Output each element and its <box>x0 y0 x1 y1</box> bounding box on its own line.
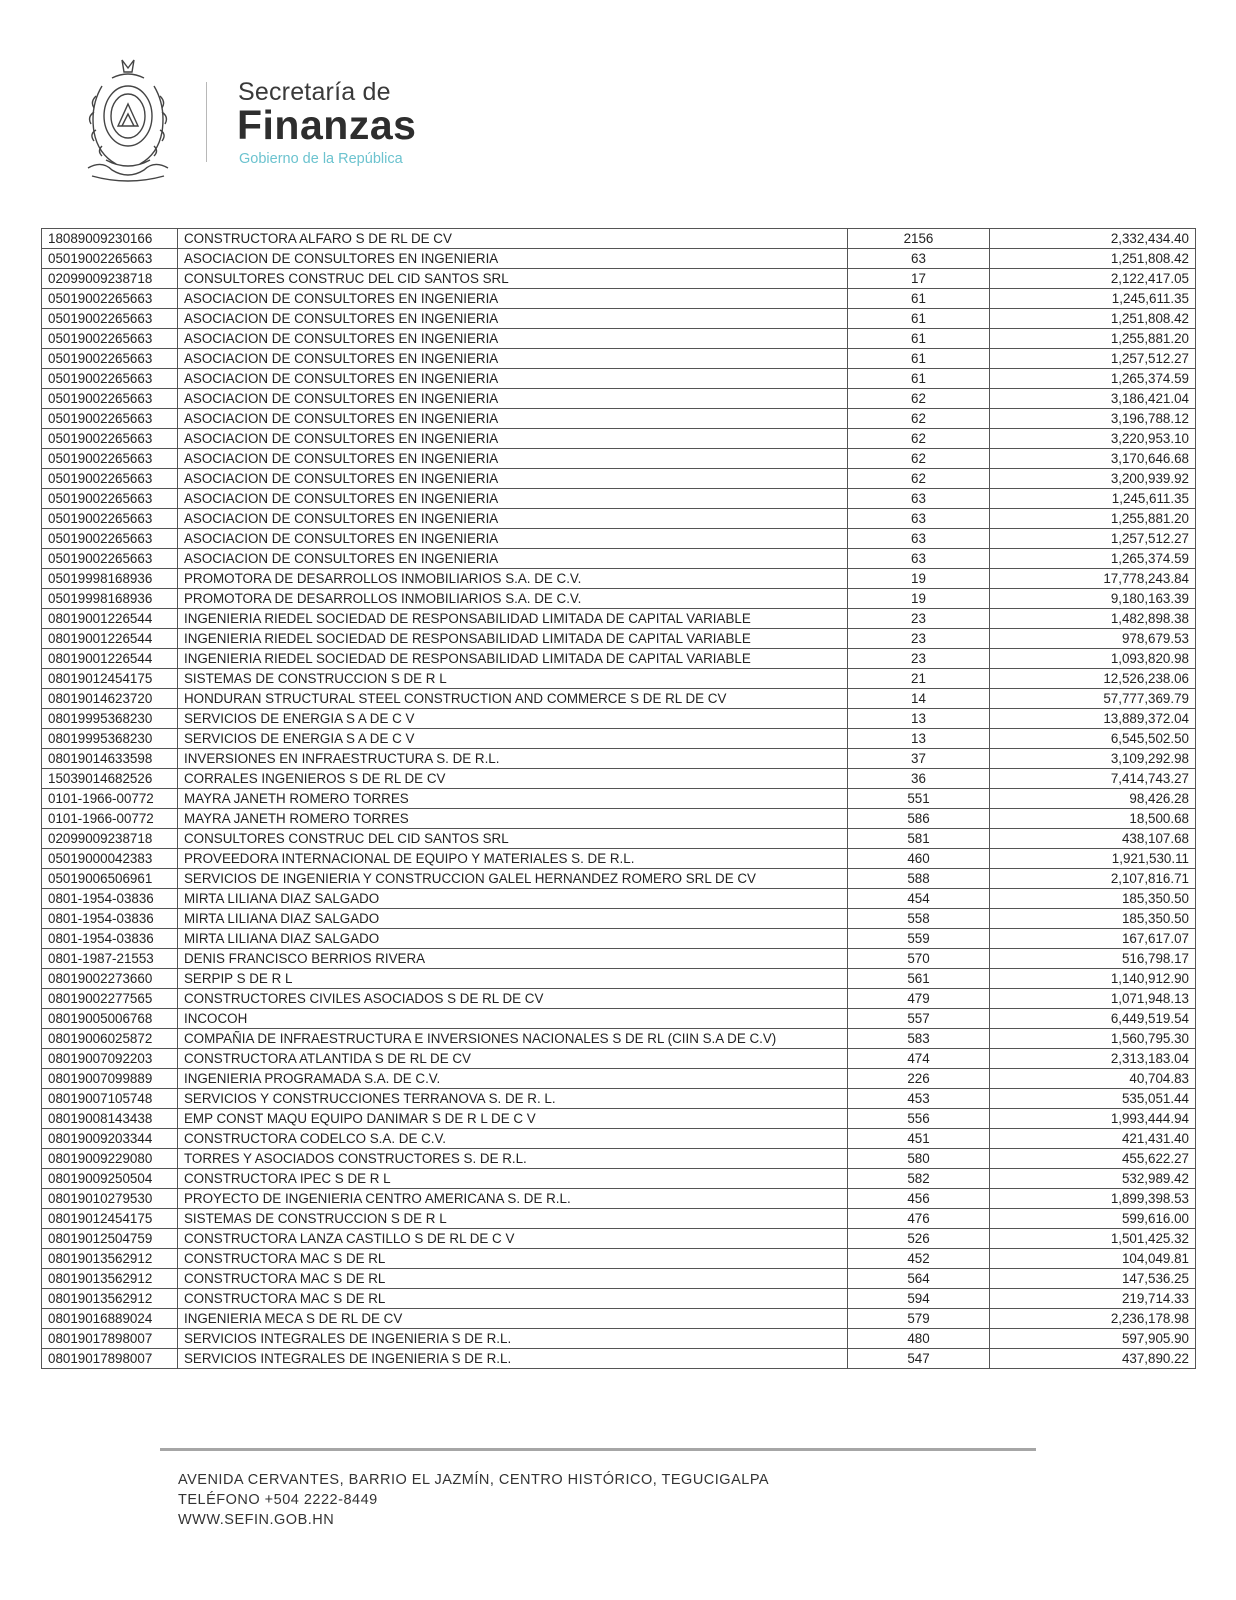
contract-number-cell: 581 <box>848 829 990 849</box>
contract-number-cell: 580 <box>848 1149 990 1169</box>
contract-number-cell: 579 <box>848 1309 990 1329</box>
contract-number-cell: 451 <box>848 1129 990 1149</box>
rtn-cell: 08019010279530 <box>42 1189 178 1209</box>
company-name-cell: TORRES Y ASOCIADOS CONSTRUCTORES S. DE R.L. <box>178 1149 848 1169</box>
table-row <box>42 649 1196 669</box>
amount-cell: 1,255,881.20 <box>990 509 1196 529</box>
amount-cell: 1,482,898.38 <box>990 609 1196 629</box>
amount-cell: 98,426.28 <box>990 789 1196 809</box>
contract-number-cell: 13 <box>848 729 990 749</box>
amount-cell: 1,501,425.32 <box>990 1229 1196 1249</box>
amount-cell: 1,993,444.94 <box>990 1109 1196 1129</box>
rtn-cell: 05019002265663 <box>42 309 178 329</box>
rtn-cell: 08019013562912 <box>42 1289 178 1309</box>
table-row <box>42 689 1196 709</box>
company-name-cell: INGENIERIA RIEDEL SOCIEDAD DE RESPONSABILIDAD LIMITADA DE CAPITAL VARIABLE <box>178 629 848 649</box>
company-name-cell: CONSTRUCTORA LANZA CASTILLO S DE RL DE C V <box>178 1229 848 1249</box>
table-row <box>42 809 1196 829</box>
company-name-cell: CONSTRUCTORA IPEC S DE R L <box>178 1169 848 1189</box>
footer-divider <box>160 1448 1036 1451</box>
rtn-cell: 05019000042383 <box>42 849 178 869</box>
amount-cell: 6,545,502.50 <box>990 729 1196 749</box>
company-name-cell: PROMOTORA DE DESARROLLOS INMOBILIARIOS S.A. DE C.V. <box>178 589 848 609</box>
rtn-cell: 02099009238718 <box>42 269 178 289</box>
amount-cell: 421,431.40 <box>990 1129 1196 1149</box>
table-row <box>42 589 1196 609</box>
table-row <box>42 249 1196 269</box>
amount-cell: 9,180,163.39 <box>990 589 1196 609</box>
table-row <box>42 669 1196 689</box>
company-name-cell: INGENIERIA PROGRAMADA S.A. DE C.V. <box>178 1069 848 1089</box>
rtn-cell: 08019017898007 <box>42 1349 178 1369</box>
rtn-cell: 05019002265663 <box>42 549 178 569</box>
table-row <box>42 1149 1196 1169</box>
company-name-cell: ASOCIACION DE CONSULTORES EN INGENIERIA <box>178 549 848 569</box>
contract-number-cell: 62 <box>848 409 990 429</box>
table-row <box>42 629 1196 649</box>
company-name-cell: MAYRA JANETH ROMERO TORRES <box>178 809 848 829</box>
company-name-cell: SERVICIOS DE ENERGIA S A DE C V <box>178 709 848 729</box>
amount-cell: 219,714.33 <box>990 1289 1196 1309</box>
company-name-cell: HONDURAN STRUCTURAL STEEL CONSTRUCTION AND COMMERCE S DE RL DE CV <box>178 689 848 709</box>
amount-cell: 3,186,421.04 <box>990 389 1196 409</box>
amount-cell: 3,170,646.68 <box>990 449 1196 469</box>
amount-cell: 17,778,243.84 <box>990 569 1196 589</box>
amount-cell: 535,051.44 <box>990 1089 1196 1109</box>
contract-number-cell: 582 <box>848 1169 990 1189</box>
company-name-cell: MAYRA JANETH ROMERO TORRES <box>178 789 848 809</box>
rtn-cell: 08019012454175 <box>42 1209 178 1229</box>
amount-cell: 1,251,808.42 <box>990 309 1196 329</box>
contract-number-cell: 588 <box>848 869 990 889</box>
contract-number-cell: 556 <box>848 1109 990 1129</box>
contract-number-cell: 2156 <box>848 229 990 249</box>
amount-cell: 12,526,238.06 <box>990 669 1196 689</box>
company-name-cell: SERVICIOS Y CONSTRUCCIONES TERRANOVA S. DE R. L. <box>178 1089 848 1109</box>
company-name-cell: MIRTA LILIANA DIAZ SALGADO <box>178 889 848 909</box>
company-name-cell: SERVICIOS DE INGENIERIA Y CONSTRUCCION GALEL HERNANDEZ ROMERO SRL DE CV <box>178 869 848 889</box>
rtn-cell: 02099009238718 <box>42 829 178 849</box>
table-row <box>42 869 1196 889</box>
rtn-cell: 0801-1954-03836 <box>42 929 178 949</box>
company-name-cell: INGENIERIA RIEDEL SOCIEDAD DE RESPONSABILIDAD LIMITADA DE CAPITAL VARIABLE <box>178 649 848 669</box>
amount-cell: 1,071,948.13 <box>990 989 1196 1009</box>
table-row <box>42 709 1196 729</box>
contracts-table-body <box>42 229 1196 1369</box>
table-row <box>42 929 1196 949</box>
company-name-cell: ASOCIACION DE CONSULTORES EN INGENIERIA <box>178 389 848 409</box>
table-row <box>42 969 1196 989</box>
table-row <box>42 789 1196 809</box>
contract-number-cell: 63 <box>848 529 990 549</box>
rtn-cell: 08019014623720 <box>42 689 178 709</box>
rtn-cell: 08019008143438 <box>42 1109 178 1129</box>
company-name-cell: ASOCIACION DE CONSULTORES EN INGENIERIA <box>178 369 848 389</box>
contract-number-cell: 479 <box>848 989 990 1009</box>
contract-number-cell: 558 <box>848 909 990 929</box>
company-name-cell: CONSTRUCTORA MAC S DE RL <box>178 1249 848 1269</box>
amount-cell: 3,196,788.12 <box>990 409 1196 429</box>
amount-cell: 1,265,374.59 <box>990 369 1196 389</box>
company-name-cell: PROMOTORA DE DESARROLLOS INMOBILIARIOS S.A. DE C.V. <box>178 569 848 589</box>
contract-number-cell: 62 <box>848 389 990 409</box>
amount-cell: 3,220,953.10 <box>990 429 1196 449</box>
amount-cell: 18,500.68 <box>990 809 1196 829</box>
table-row <box>42 1089 1196 1109</box>
rtn-cell: 0101-1966-00772 <box>42 809 178 829</box>
amount-cell: 147,536.25 <box>990 1269 1196 1289</box>
amount-cell: 2,313,183.04 <box>990 1049 1196 1069</box>
rtn-cell: 05019998168936 <box>42 569 178 589</box>
company-name-cell: EMP CONST MAQU EQUIPO DANIMAR S DE R L DE C V <box>178 1109 848 1129</box>
company-name-cell: ASOCIACION DE CONSULTORES EN INGENIERIA <box>178 429 848 449</box>
company-name-cell: PROYECTO DE INGENIERIA CENTRO AMERICANA S. DE R.L. <box>178 1189 848 1209</box>
contract-number-cell: 37 <box>848 749 990 769</box>
table-row <box>42 1029 1196 1049</box>
amount-cell: 1,257,512.27 <box>990 349 1196 369</box>
company-name-cell: COMPAÑIA DE INFRAESTRUCTURA E INVERSIONES NACIONALES S DE RL (CIIN S.A DE C.V) <box>178 1029 848 1049</box>
amount-cell: 599,616.00 <box>990 1209 1196 1229</box>
amount-cell: 438,107.68 <box>990 829 1196 849</box>
rtn-cell: 08019013562912 <box>42 1269 178 1289</box>
amount-cell: 185,350.50 <box>990 909 1196 929</box>
table-row <box>42 829 1196 849</box>
table-row <box>42 549 1196 569</box>
rtn-cell: 08019005006768 <box>42 1009 178 1029</box>
amount-cell: 1,265,374.59 <box>990 549 1196 569</box>
rtn-cell: 08019007092203 <box>42 1049 178 1069</box>
contract-number-cell: 454 <box>848 889 990 909</box>
contract-number-cell: 583 <box>848 1029 990 1049</box>
contract-number-cell: 63 <box>848 509 990 529</box>
contract-number-cell: 61 <box>848 329 990 349</box>
contract-number-cell: 559 <box>848 929 990 949</box>
amount-cell: 1,921,530.11 <box>990 849 1196 869</box>
table-row <box>42 1229 1196 1249</box>
table-row <box>42 1269 1196 1289</box>
rtn-cell: 08019007099889 <box>42 1069 178 1089</box>
rtn-cell: 0801-1954-03836 <box>42 889 178 909</box>
table-row <box>42 909 1196 929</box>
company-name-cell: SISTEMAS DE CONSTRUCCION S DE R L <box>178 1209 848 1229</box>
company-name-cell: CONSULTORES CONSTRUC DEL CID SANTOS SRL <box>178 829 848 849</box>
rtn-cell: 08019009203344 <box>42 1129 178 1149</box>
company-name-cell: SERVICIOS INTEGRALES DE INGENIERIA S DE R.L. <box>178 1329 848 1349</box>
rtn-cell: 08019016889024 <box>42 1309 178 1329</box>
table-row <box>42 1329 1196 1349</box>
amount-cell: 167,617.07 <box>990 929 1196 949</box>
amount-cell: 40,704.83 <box>990 1069 1196 1089</box>
contract-number-cell: 14 <box>848 689 990 709</box>
table-row <box>42 1169 1196 1189</box>
contract-number-cell: 480 <box>848 1329 990 1349</box>
company-name-cell: ASOCIACION DE CONSULTORES EN INGENIERIA <box>178 409 848 429</box>
rtn-cell: 08019002277565 <box>42 989 178 1009</box>
company-name-cell: ASOCIACION DE CONSULTORES EN INGENIERIA <box>178 489 848 509</box>
rtn-cell: 05019002265663 <box>42 349 178 369</box>
contract-number-cell: 19 <box>848 569 990 589</box>
amount-cell: 455,622.27 <box>990 1149 1196 1169</box>
amount-cell: 1,899,398.53 <box>990 1189 1196 1209</box>
amount-cell: 597,905.90 <box>990 1329 1196 1349</box>
company-name-cell: CONSTRUCTORA ALFARO S DE RL DE CV <box>178 229 848 249</box>
table-row <box>42 429 1196 449</box>
rtn-cell: 05019002265663 <box>42 389 178 409</box>
rtn-cell: 08019017898007 <box>42 1329 178 1349</box>
amount-cell: 516,798.17 <box>990 949 1196 969</box>
table-row <box>42 609 1196 629</box>
contract-number-cell: 62 <box>848 449 990 469</box>
rtn-cell: 05019002265663 <box>42 289 178 309</box>
brand-line-top: Secretaría de <box>238 78 391 106</box>
rtn-cell: 05019002265663 <box>42 449 178 469</box>
table-row <box>42 1209 1196 1229</box>
contract-number-cell: 62 <box>848 429 990 449</box>
rtn-cell: 0801-1987-21553 <box>42 949 178 969</box>
rtn-cell: 05019002265663 <box>42 469 178 489</box>
table-row <box>42 1109 1196 1129</box>
contract-number-cell: 526 <box>848 1229 990 1249</box>
table-row <box>42 1129 1196 1149</box>
rtn-cell: 08019013562912 <box>42 1249 178 1269</box>
brand-title: Finanzas <box>237 102 417 148</box>
rtn-cell: 08019009250504 <box>42 1169 178 1189</box>
rtn-cell: 05019002265663 <box>42 249 178 269</box>
company-name-cell: PROVEEDORA INTERNACIONAL DE EQUIPO Y MATERIALES S. DE R.L. <box>178 849 848 869</box>
contract-number-cell: 36 <box>848 769 990 789</box>
amount-cell: 6,449,519.54 <box>990 1009 1196 1029</box>
company-name-cell: INCOCOH <box>178 1009 848 1029</box>
amount-cell: 437,890.22 <box>990 1349 1196 1369</box>
table-row <box>42 1189 1196 1209</box>
amount-cell: 7,414,743.27 <box>990 769 1196 789</box>
company-name-cell: MIRTA LILIANA DIAZ SALGADO <box>178 909 848 929</box>
company-name-cell: INGENIERIA RIEDEL SOCIEDAD DE RESPONSABILIDAD LIMITADA DE CAPITAL VARIABLE <box>178 609 848 629</box>
rtn-cell: 08019009229080 <box>42 1149 178 1169</box>
contract-number-cell: 23 <box>848 629 990 649</box>
amount-cell: 3,109,292.98 <box>990 749 1196 769</box>
company-name-cell: ASOCIACION DE CONSULTORES EN INGENIERIA <box>178 449 848 469</box>
contract-number-cell: 226 <box>848 1069 990 1089</box>
amount-cell: 1,251,808.42 <box>990 249 1196 269</box>
amount-cell: 1,245,611.35 <box>990 289 1196 309</box>
company-name-cell: CONSTRUCTORA CODELCO S.A. DE C.V. <box>178 1129 848 1149</box>
table-row <box>42 569 1196 589</box>
table-row <box>42 1349 1196 1369</box>
rtn-cell: 08019014633598 <box>42 749 178 769</box>
table-row <box>42 369 1196 389</box>
contract-number-cell: 586 <box>848 809 990 829</box>
contract-number-cell: 62 <box>848 469 990 489</box>
contract-number-cell: 570 <box>848 949 990 969</box>
rtn-cell: 05019006506961 <box>42 869 178 889</box>
contract-number-cell: 63 <box>848 489 990 509</box>
contract-number-cell: 456 <box>848 1189 990 1209</box>
company-name-cell: SISTEMAS DE CONSTRUCCION S DE R L <box>178 669 848 689</box>
table-row <box>42 409 1196 429</box>
rtn-cell: 05019998168936 <box>42 589 178 609</box>
rtn-cell: 08019995368230 <box>42 709 178 729</box>
rtn-cell: 05019002265663 <box>42 369 178 389</box>
company-name-cell: ASOCIACION DE CONSULTORES EN INGENIERIA <box>178 309 848 329</box>
table-row <box>42 729 1196 749</box>
company-name-cell: ASOCIACION DE CONSULTORES EN INGENIERIA <box>178 529 848 549</box>
contract-number-cell: 476 <box>848 1209 990 1229</box>
amount-cell: 1,093,820.98 <box>990 649 1196 669</box>
table-row <box>42 449 1196 469</box>
rtn-cell: 08019995368230 <box>42 729 178 749</box>
rtn-cell: 0801-1954-03836 <box>42 909 178 929</box>
table-row <box>42 1309 1196 1329</box>
amount-cell: 532,989.42 <box>990 1169 1196 1189</box>
amount-cell: 104,049.81 <box>990 1249 1196 1269</box>
table-row <box>42 489 1196 509</box>
company-name-cell: DENIS FRANCISCO BERRIOS RIVERA <box>178 949 848 969</box>
rtn-cell: 0101-1966-00772 <box>42 789 178 809</box>
company-name-cell: SERPIP S DE R L <box>178 969 848 989</box>
contract-number-cell: 453 <box>848 1089 990 1109</box>
table-row <box>42 269 1196 289</box>
amount-cell: 1,257,512.27 <box>990 529 1196 549</box>
table-row <box>42 749 1196 769</box>
contract-number-cell: 61 <box>848 349 990 369</box>
rtn-cell: 05019002265663 <box>42 489 178 509</box>
contract-number-cell: 460 <box>848 849 990 869</box>
contract-number-cell: 474 <box>848 1049 990 1069</box>
company-name-cell: CONSTRUCTORES CIVILES ASOCIADOS S DE RL DE CV <box>178 989 848 1009</box>
amount-cell: 185,350.50 <box>990 889 1196 909</box>
table-row <box>42 949 1196 969</box>
company-name-cell: ASOCIACION DE CONSULTORES EN INGENIERIA <box>178 289 848 309</box>
company-name-cell: ASOCIACION DE CONSULTORES EN INGENIERIA <box>178 349 848 369</box>
rtn-cell: 18089009230166 <box>42 229 178 249</box>
rtn-cell: 05019002265663 <box>42 429 178 449</box>
rtn-cell: 08019012454175 <box>42 669 178 689</box>
company-name-cell: CONSTRUCTORA MAC S DE RL <box>178 1269 848 1289</box>
table-row <box>42 349 1196 369</box>
table-row <box>42 889 1196 909</box>
table-row <box>42 769 1196 789</box>
company-name-cell: ASOCIACION DE CONSULTORES EN INGENIERIA <box>178 249 848 269</box>
contract-number-cell: 564 <box>848 1269 990 1289</box>
contract-number-cell: 17 <box>848 269 990 289</box>
contract-number-cell: 19 <box>848 589 990 609</box>
table-row <box>42 1069 1196 1089</box>
table-row <box>42 1009 1196 1029</box>
company-name-cell: CONSULTORES CONSTRUC DEL CID SANTOS SRL <box>178 269 848 289</box>
table-row <box>42 469 1196 489</box>
table-row <box>42 529 1196 549</box>
contract-number-cell: 557 <box>848 1009 990 1029</box>
contract-number-cell: 23 <box>848 609 990 629</box>
table-row <box>42 309 1196 329</box>
table-row <box>42 849 1196 869</box>
amount-cell: 2,122,417.05 <box>990 269 1196 289</box>
company-name-cell: INGENIERIA MECA S DE RL DE CV <box>178 1309 848 1329</box>
rtn-cell: 08019002273660 <box>42 969 178 989</box>
contract-number-cell: 547 <box>848 1349 990 1369</box>
company-name-cell: MIRTA LILIANA DIAZ SALGADO <box>178 929 848 949</box>
rtn-cell: 08019007105748 <box>42 1089 178 1109</box>
rtn-cell: 05019002265663 <box>42 329 178 349</box>
amount-cell: 3,200,939.92 <box>990 469 1196 489</box>
table-row <box>42 509 1196 529</box>
letterhead <box>82 56 482 186</box>
table-row <box>42 1249 1196 1269</box>
company-name-cell: CONSTRUCTORA ATLANTIDA S DE RL DE CV <box>178 1049 848 1069</box>
header-divider <box>206 82 207 162</box>
rtn-cell: 15039014682526 <box>42 769 178 789</box>
contract-number-cell: 63 <box>848 549 990 569</box>
contract-number-cell: 13 <box>848 709 990 729</box>
amount-cell: 2,107,816.71 <box>990 869 1196 889</box>
footer-address: AVENIDA CERVANTES, BARRIO EL JAZMÍN, CENTRO HISTÓRICO, TEGUCIGALPA <box>178 1472 770 1488</box>
amount-cell: 978,679.53 <box>990 629 1196 649</box>
table-row <box>42 389 1196 409</box>
amount-cell: 1,255,881.20 <box>990 329 1196 349</box>
amount-cell: 1,560,795.30 <box>990 1029 1196 1049</box>
contract-number-cell: 23 <box>848 649 990 669</box>
contract-number-cell: 561 <box>848 969 990 989</box>
rtn-cell: 05019002265663 <box>42 529 178 549</box>
footer <box>178 1470 769 1530</box>
contracts-table <box>41 228 1196 1369</box>
table-row <box>42 989 1196 1009</box>
company-name-cell: ASOCIACION DE CONSULTORES EN INGENIERIA <box>178 509 848 529</box>
amount-cell: 2,332,434.40 <box>990 229 1196 249</box>
company-name-cell: CONSTRUCTORA MAC S DE RL <box>178 1289 848 1309</box>
rtn-cell: 08019006025872 <box>42 1029 178 1049</box>
amount-cell: 1,245,611.35 <box>990 489 1196 509</box>
company-name-cell: SERVICIOS DE ENERGIA S A DE C V <box>178 729 848 749</box>
table-row <box>42 289 1196 309</box>
company-name-cell: ASOCIACION DE CONSULTORES EN INGENIERIA <box>178 329 848 349</box>
rtn-cell: 08019012504759 <box>42 1229 178 1249</box>
rtn-cell: 08019001226544 <box>42 649 178 669</box>
footer-website: WWW.SEFIN.GOB.HN <box>178 1512 335 1528</box>
footer-phone: TELÉFONO +504 2222-8449 <box>178 1492 378 1508</box>
rtn-cell: 08019001226544 <box>42 629 178 649</box>
contract-number-cell: 21 <box>848 669 990 689</box>
company-name-cell: CORRALES INGENIEROS S DE RL DE CV <box>178 769 848 789</box>
contract-number-cell: 594 <box>848 1289 990 1309</box>
table-row <box>42 229 1196 249</box>
national-coat-of-arms-icon <box>82 56 174 184</box>
contract-number-cell: 61 <box>848 289 990 309</box>
table-row <box>42 1289 1196 1309</box>
table-row <box>42 1049 1196 1069</box>
rtn-cell: 05019002265663 <box>42 409 178 429</box>
contract-number-cell: 551 <box>848 789 990 809</box>
amount-cell: 13,889,372.04 <box>990 709 1196 729</box>
table-row <box>42 329 1196 349</box>
contract-number-cell: 63 <box>848 249 990 269</box>
brand-subtitle: Gobierno de la República <box>239 151 403 167</box>
company-name-cell: SERVICIOS INTEGRALES DE INGENIERIA S DE R.L. <box>178 1349 848 1369</box>
company-name-cell: ASOCIACION DE CONSULTORES EN INGENIERIA <box>178 469 848 489</box>
company-name-cell: INVERSIONES EN INFRAESTRUCTURA S. DE R.L. <box>178 749 848 769</box>
contract-number-cell: 61 <box>848 369 990 389</box>
contract-number-cell: 61 <box>848 309 990 329</box>
rtn-cell: 08019001226544 <box>42 609 178 629</box>
contract-number-cell: 452 <box>848 1249 990 1269</box>
amount-cell: 1,140,912.90 <box>990 969 1196 989</box>
amount-cell: 57,777,369.79 <box>990 689 1196 709</box>
rtn-cell: 05019002265663 <box>42 509 178 529</box>
amount-cell: 2,236,178.98 <box>990 1309 1196 1329</box>
